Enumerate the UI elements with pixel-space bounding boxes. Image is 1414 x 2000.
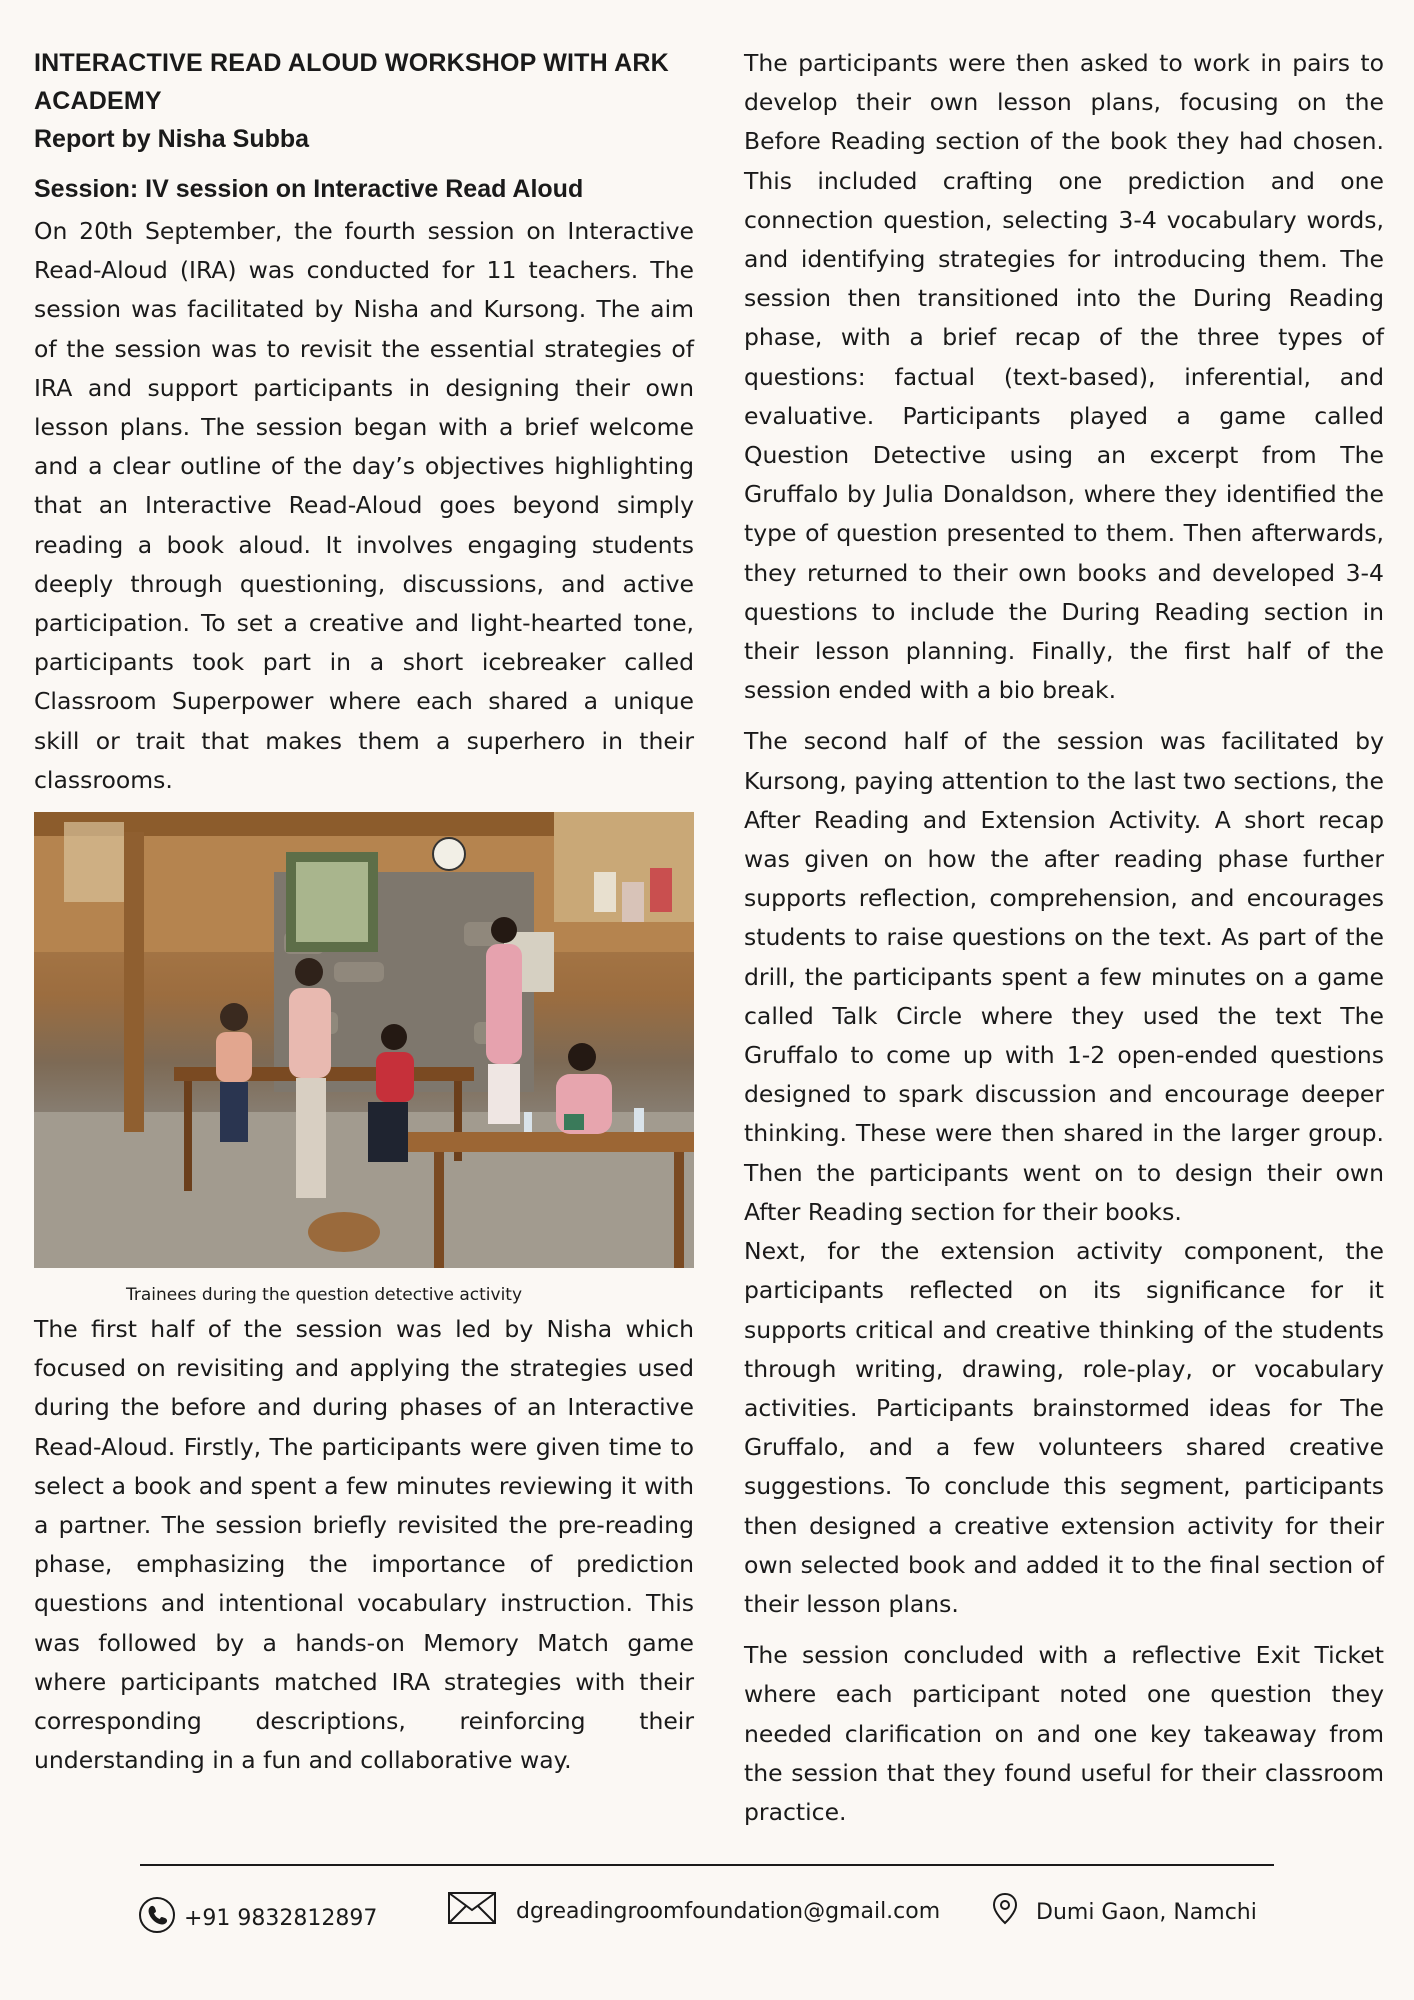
right-column	[744, 44, 1384, 1832]
intro-paragraph: On 20th September, the fourth session on Interactive Read-Aloud (IRA) was conducted for 11 teachers. The session was facilitated by Nisha and Kursong. The aim of the session was to revisit the essential strategies of IRA and support participants in designing their own lesson plans. The session began with a brief welcome and a clear outline of the day’s objectives highlighting that an Interactive Read-Aloud goes beyond simply reading a book aloud. It involves engaging students deeply through questioning, discussions, and active participation. To set a creative and light-hearted tone, participants took part in a short icebreaker called Classroom Superpower where each shared a unique skill or trait that makes them a superhero in their classrooms.	[34, 217, 694, 794]
second-half-paragraph: The second half of the session was facilitated by Kursong, paying attention to the last two sections, the After Reading and Extension Activity. A short recap was given on how the after reading phase further supports reflection, comprehension, and encourages students to raise questions on the text. As part of the drill, the participants spent a few minutes on a game called Talk Circle where they used the text The Gruffalo to come up with 1-2 open-ended questions designed to spark discussion and encourage deeper thinking. These were then shared in the larger group. Then the participants went on to design their own After Reading section for their books.	[744, 727, 1384, 1226]
session-heading: Session: IV session on Interactive Read Aloud	[34, 175, 584, 203]
footer-phone	[138, 1896, 377, 1940]
left-column	[34, 44, 694, 1780]
photo-caption: Trainees during the question detective activity	[125, 1285, 523, 1306]
lesson-plan-paragraph: The participants were then asked to work in pairs to develop their own lesson plans, focusing on the Before Reading section of the book they had chosen. This included crafting one prediction and one connection question, selecting 3-4 vocabulary words, and identifying strategies for introducing them. The session then transitioned into the During Reading phase, with a brief recap of the three types of questions: factual (text-based), inferential, and evaluative. Participants played a game called Question Detective using an excerpt from The Gruffalo by Julia Donaldson, where they identified the type of question presented to them. Then afterwards, they returned to their own books and developed 3-4 questions to include the During Reading section in their lesson planning. Finally, the first half of the session ended with a bio break.	[744, 49, 1384, 705]
conclusion-paragraph: The session concluded with a reflective Exit Ticket where each participant noted one question they needed clarification on and one key takeaway from the session that they found useful for their classroom practice.	[744, 1641, 1384, 1826]
mail-icon	[448, 1892, 496, 1930]
first-half-paragraph: The first half of the session was led by Nisha which focused on revisiting and applying the strategies used during the before and during phases of an Interactive Read-Aloud. Firstly, The participants were given time to select a book and spent a few minutes reviewing it with a partner. The session briefly revisited the pre-reading phase, emphasizing the importance of prediction questions and intentional vocabulary instruction. This was followed by a hands-on Memory Match game where participants matched IRA strategies with their corresponding descriptions, reinforcing their understanding in a fun and collaborative way.	[34, 1315, 694, 1775]
footer-email	[448, 1892, 940, 1930]
extension-activity-paragraph: Next, for the extension activity component, the participants reflected on its significance for it supports critical and creative thinking of the students through writing, drawing, role-play, or vocabulary activities. Participants brainstormed ideas for The Gruffalo, and a few volunteers shared creative suggestions. To conclude this segment, participants then designed a creative extension activity for their own selected book and added it to the final section of their lesson plans.	[744, 1237, 1384, 1618]
report-byline: Report by Nisha Subba	[34, 125, 310, 153]
email-address: dgreadingroomfoundation@gmail.com	[516, 1898, 941, 1924]
workshop-photo	[34, 812, 694, 1268]
footer-location	[992, 1892, 1257, 1932]
location-pin-icon	[992, 1892, 1018, 1932]
phone-number: +91 9832812897	[184, 1905, 378, 1931]
footer	[0, 1892, 1414, 1952]
report-title: INTERACTIVE READ ALOUD WORKSHOP WITH ARK ACADEMY	[34, 49, 669, 115]
footer-divider	[140, 1864, 1274, 1866]
location-text: Dumi Gaon, Namchi	[1036, 1899, 1257, 1925]
phone-icon	[138, 1896, 176, 1940]
workshop-photo-illustration	[34, 812, 694, 1268]
